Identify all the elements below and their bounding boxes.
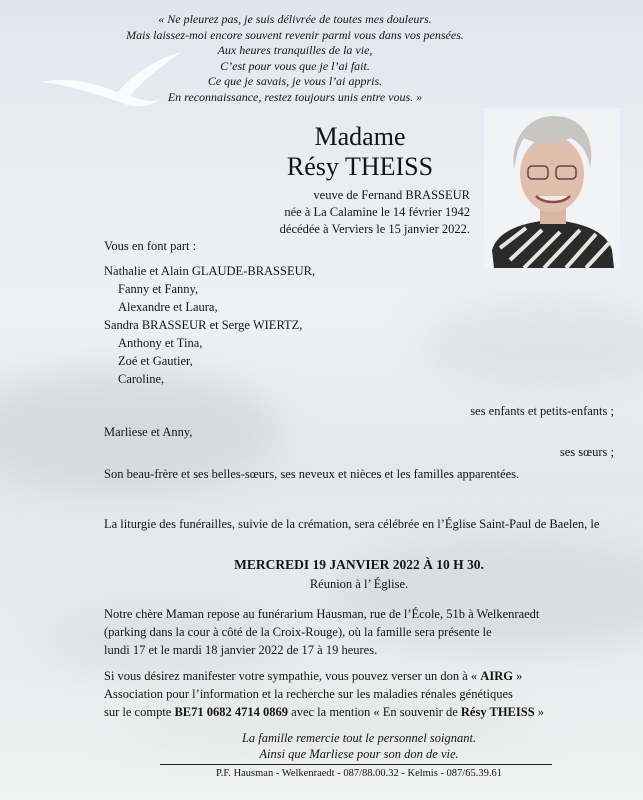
bank-account: BE71 0682 4714 0869 — [174, 705, 289, 719]
quote-close: » — [512, 669, 523, 683]
funeral-home-info — [104, 605, 614, 659]
list-item: Caroline, — [118, 372, 165, 386]
thanks-line: La famille remercie tout le personnel soignant. — [241, 731, 477, 745]
liturgy-text: La liturgie des funérailles, suivie de la crémation, sera célébrée en l’Église Saint-Paul de Baelen, le — [104, 517, 600, 531]
list-item: Alexandre et Laura, — [118, 300, 218, 314]
text-line: (parking dans la cour à côté de la Croix-Rouge), où la famille sera présente le — [104, 625, 492, 639]
sisters-line: Marliese et Anny, — [104, 425, 193, 439]
deceased-details — [200, 187, 470, 238]
list-item: Sandra BRASSEUR et Serge WIERTZ, — [104, 318, 303, 332]
text-line: Association pour l’information et la recherche sur les maladies rénales génétiques — [104, 687, 513, 701]
sisters-label: ses sœurs ; — [559, 445, 614, 459]
poem — [80, 12, 510, 106]
text-line: lundi 17 et le mardi 18 janvier 2022 de 17 à 19 heures. — [104, 643, 378, 657]
poem-line: « Ne pleurez pas, je suis délivrée de toutes mes douleurs. — [158, 12, 432, 26]
poem-line: Aux heures tranquilles de la vie, — [217, 43, 373, 58]
birth-info: née à La Calamine le 14 février 1942 — [284, 205, 470, 219]
list-item: Nathalie et Alain GLAUDE-BRASSEUR, — [104, 264, 316, 278]
donation-intro: Si vous désirez manifester votre sympathie, vous pouvez verser un don à « — [104, 669, 481, 683]
mention-text: avec la mention « En souvenir de — [288, 705, 461, 719]
list-item: Anthony et Tina, — [118, 336, 203, 350]
funeral-home-footer: P.F. Hausman - Welkenraedt - 087/88.00.32 - Kelmis - 087/65.39.61 — [216, 768, 502, 779]
poem-line: Mais laissez-moi encore souvent revenir parmi vous dans vos pensées. — [126, 27, 464, 42]
text-line: Notre chère Maman repose au funérarium Hausman, rue de l’École, 51b à Welkenraedt — [104, 607, 540, 621]
death-info: décédée à Verviers le 15 janvier 2022. — [279, 222, 470, 236]
poem-line: Ce que je savais, je vous l’ai appris. — [207, 74, 383, 89]
funeral-date: MERCREDI 19 JANVIER 2022 À 10 H 30. — [234, 557, 484, 572]
poem-line: C’est pour vous que je l’ai fait. — [220, 58, 370, 73]
children-label: ses enfants et petits-enfants ; — [470, 404, 614, 418]
list-item: Fanny et Fanny, — [118, 282, 199, 296]
text-line — [104, 667, 614, 685]
list-item: Zoé et Gautier, — [118, 354, 193, 368]
meeting-place: Réunion à l’ Église. — [309, 577, 409, 591]
extended-family: Son beau-frère et ses belles-sœurs, ses neveux et nièces et les familles apparentées. — [104, 467, 520, 481]
deceased-title: Madame — [314, 122, 406, 151]
deceased-name-block — [250, 122, 470, 182]
donation-info — [104, 667, 614, 721]
deceased-name: Résy THEISS — [286, 152, 434, 181]
children-list — [104, 262, 614, 388]
account-intro: sur le compte — [104, 705, 175, 719]
widow-of: veuve de Fernand BRASSEUR — [313, 188, 470, 202]
poem-line: En reconnaissance, restez toujours unis entre vous. » — [167, 89, 423, 104]
thanks-line: Ainsi que Marliese pour son don de vie. — [259, 747, 459, 761]
footer-divider — [160, 764, 552, 765]
mention-name: Résy THEISS — [460, 705, 535, 719]
thanks-block — [104, 730, 614, 762]
announce-line: Vous en font part : — [104, 239, 197, 253]
text-line — [104, 703, 614, 721]
organization-name: AIRG — [480, 669, 513, 683]
quote-close: » — [534, 705, 545, 719]
